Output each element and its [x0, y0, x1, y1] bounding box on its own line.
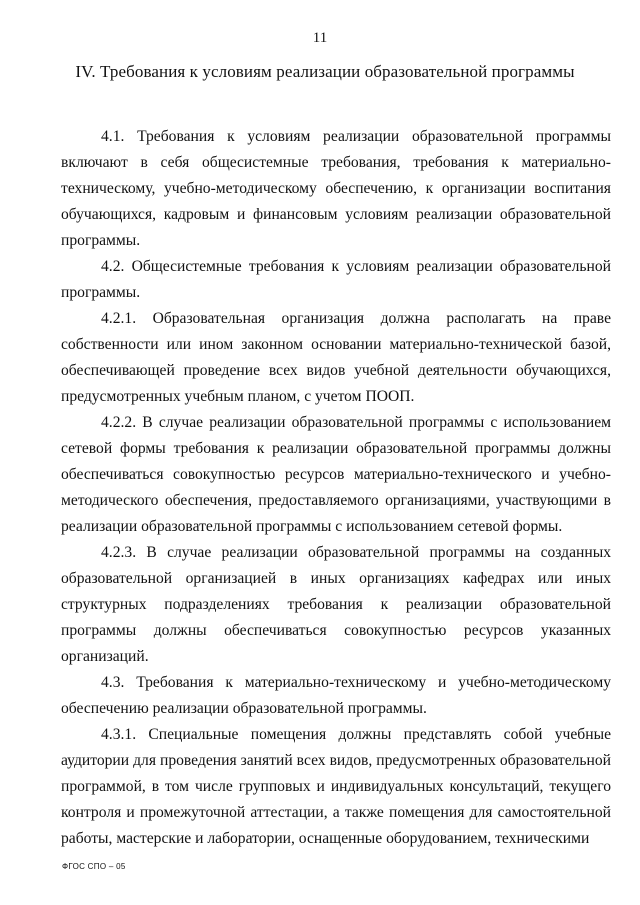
paragraph-4-2-1: 4.2.1. Образовательная организация должна располагать на праве собственности или ином законном основании материально-технической базой, обеспечивающей проведение всех видов учебной деятельности обучающихся, предусмотренных учебным планом, с учетом ПООП. — [61, 310, 611, 405]
paragraph-4-2: 4.2. Общесистемные требования к условиям реализации образовательной программы. — [61, 258, 611, 301]
paragraph-4-1: 4.1. Требования к условиям реализации образовательной программы включают в себя общесистемные требования, требования к материально-техническому, учебно-методическому обеспечению, к организации воспитания обучающихся, кадровым и финансовым условиям реализации образовательной программы. — [61, 128, 611, 249]
document-body — [61, 124, 611, 852]
document-footer: ФГОС СПО – 05 — [62, 862, 126, 871]
paragraph-4-3: 4.3. Требования к материально-техническому и учебно-методическому обеспечению реализации образовательной программы. — [61, 674, 611, 717]
paragraph-4-2-2: 4.2.2. В случае реализации образовательной программы с использованием сетевой формы требования к реализации образовательной программы должны обеспечиваться совокупностью ресурсов материально-технического и учебно-методического обеспечения, предоставляемого организациями, участвующими в реализации образовательной программы с использованием сетевой формы. — [61, 414, 611, 535]
page-number: 11 — [312, 30, 328, 46]
section-title: IV. Требования к условиям реализации образовательной программы — [75, 62, 575, 81]
paragraph-4-3-1: 4.3.1. Специальные помещения должны представлять собой учебные аудитории для проведения занятий всех видов, предусмотренных образовательной программой, в том числе групповых и индивидуальных консультаций, текущего контроля и промежуточной аттестации, а также помещения для самостоятельной работы, мастерские и лаборатории, оснащенные оборудованием, техническими — [61, 726, 611, 847]
paragraph-4-2-3: 4.2.3. В случае реализации образовательной программы на созданных образовательной организацией в иных организациях кафедрах или иных структурных подразделениях требования к реализации образовательной программы должны обеспечиваться совокупностью ресурсов указанных организаций. — [61, 544, 611, 665]
